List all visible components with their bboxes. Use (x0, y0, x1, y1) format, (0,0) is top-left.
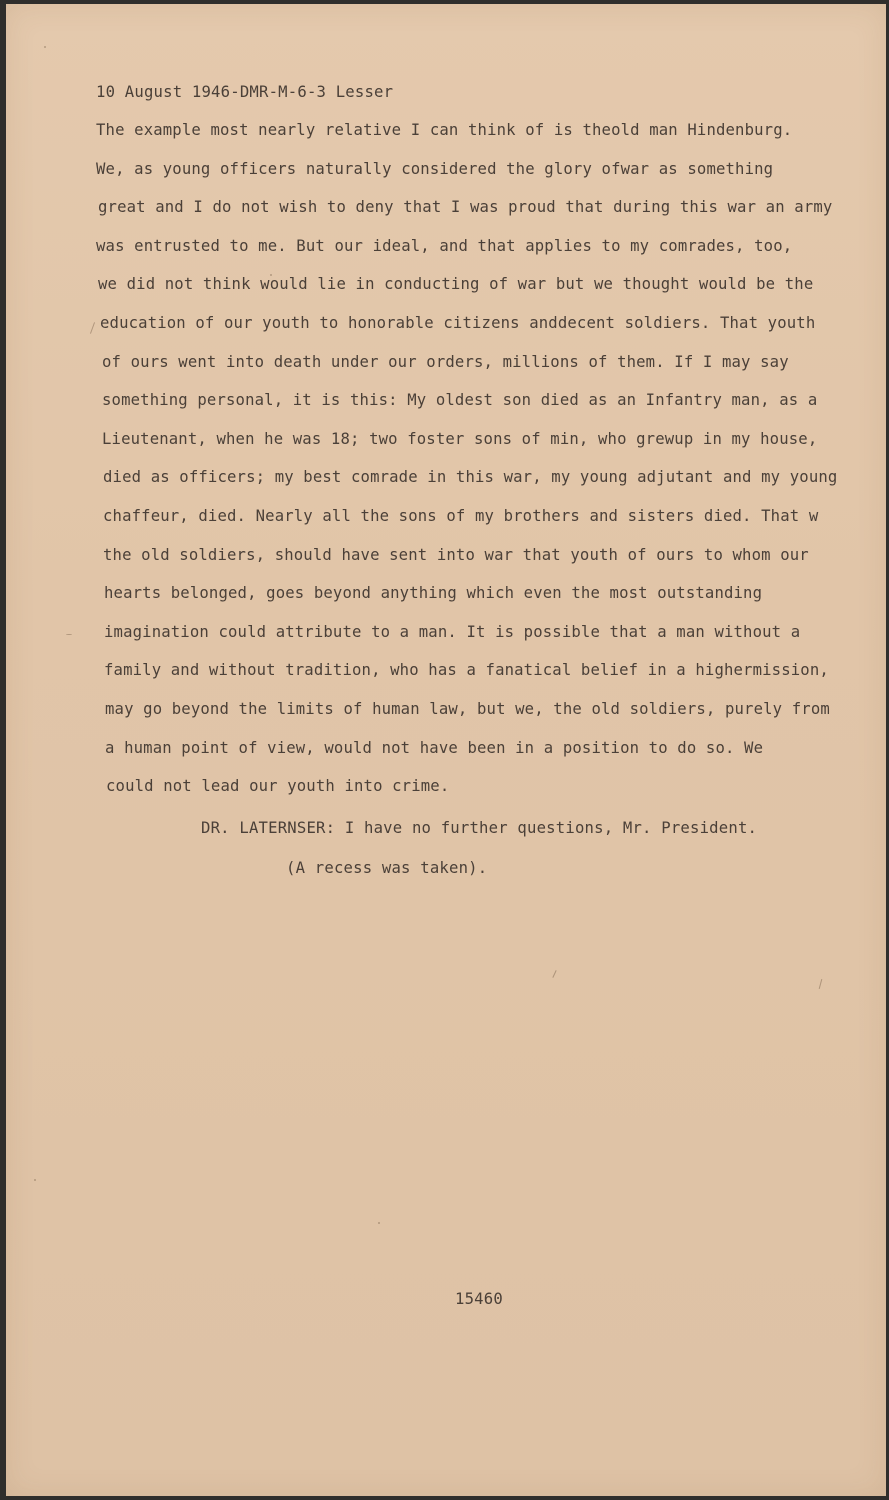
text-line: education of our youth to honorable citizens anddecent soldiers. That youth (100, 313, 816, 332)
paper-scratch (552, 970, 556, 978)
paper-scratch (819, 979, 823, 989)
text-line: imagination could attribute to a man. It is possible that a man without a (104, 622, 801, 641)
text-line: died as officers; my best comrade in this war, my young adjutant and my young (103, 468, 838, 487)
text-line: Lieutenant, when he was 18; two foster sons of min, who grewup in my house, (102, 429, 818, 448)
text-line: family and without tradition, who has a fanatical belief in a highermission, (104, 661, 829, 680)
text-line: hearts belonged, goes beyond anything which even the most outstanding (104, 584, 763, 603)
text-line: great and I do not wish to deny that I was proud that during this war an army (98, 198, 833, 217)
closing-statement: DR. LATERNSER: I have no further questions, Mr. President. (201, 819, 758, 837)
paper-speck (270, 274, 272, 276)
text-line: we did not think would lie in conducting of war but we thought would be the (98, 275, 814, 294)
paper-speck (378, 1222, 380, 1224)
text-line: a human point of view, would not have been in a position to do so. We (105, 738, 764, 757)
paper-scratch (90, 322, 95, 334)
testimony-text (96, 120, 856, 815)
text-line: something personal, it is this: My oldest son died as an Infantry man, as a (102, 391, 818, 410)
page-number: 15460 (455, 1290, 503, 1308)
text-line: the old soldiers, should have sent into war that youth of ours to whom our (103, 545, 809, 564)
document-header: 10 August 1946-DMR-M-6-3 Lesser (96, 83, 394, 101)
paper-speck (44, 46, 46, 48)
text-line: chaffeur, died. Nearly all the sons of my brothers and sisters died. That w (103, 506, 819, 525)
paper-speck (34, 1179, 36, 1181)
text-line: The example most nearly relative I can think of is theold man Hindenburg. (96, 121, 793, 139)
text-line: was entrusted to me. But our ideal, and that applies to my comrades, too, (96, 236, 793, 255)
paper-speck (66, 634, 72, 635)
typed-page (6, 4, 886, 1496)
text-line: of ours went into death under our orders, millions of them. If I may say (102, 352, 789, 371)
recess-note: (A recess was taken). (286, 859, 488, 877)
text-line: may go beyond the limits of human law, but we, the old soldiers, purely from (105, 699, 830, 718)
text-line: could not lead our youth into crime. (106, 777, 450, 796)
text-line: We, as young officers naturally considered the glory ofwar as something (96, 159, 774, 178)
